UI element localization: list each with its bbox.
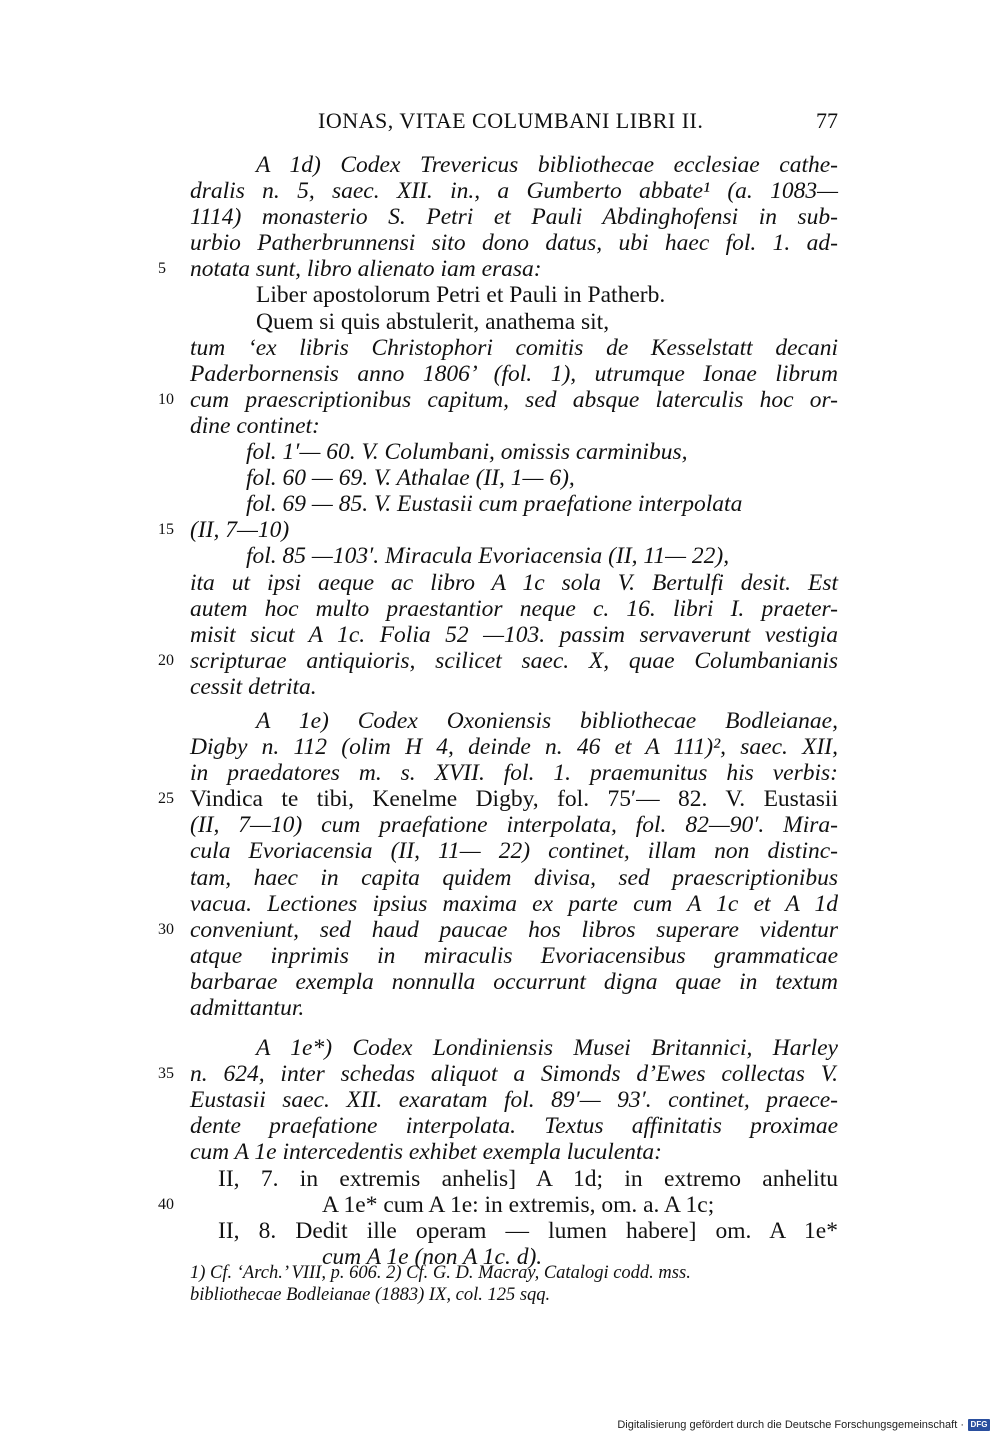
line-text: Liber apostolorum Petri et Pauli in Patherb. [256, 282, 666, 309]
text-line [190, 309, 838, 335]
text-line [158, 916, 838, 943]
text-line [158, 647, 838, 674]
line-text: cula Evoriacensia (II, 11— 22) continet, illam non distinc- [190, 838, 838, 865]
line-text: Eustasii saec. XII. exaratam fol. 89′— 93′. continet, praece- [190, 1087, 838, 1114]
footnote-line: 1) Cf. ‘Arch.’ VIII, p. 606. 2) Cf. G. D. Macray, Catalogi codd. mss. [190, 1263, 691, 1283]
line-text: A 1e*) Codex Londiniensis Musei Britannici, Harley [256, 1035, 838, 1062]
line-text: (II, 7—10) [190, 517, 290, 544]
line-text: barbarae exempla nonnulla occurrunt digna quae in textum [190, 968, 838, 995]
line-text: urbio Patherbrunnensi sito dono datus, ubi haec fol. 1. ad- [190, 230, 838, 257]
line-text: Paderbornensis anno 1806’ (fol. 1), utrumque Ionae librum [190, 360, 838, 387]
text-line [190, 708, 838, 734]
text-line [190, 1218, 838, 1244]
text-line [190, 1166, 838, 1192]
line-number: 5 [158, 260, 166, 278]
line-text: admittantur. [190, 995, 305, 1021]
text-line [190, 491, 838, 517]
text-line [190, 865, 838, 891]
page-number: 77 [816, 108, 838, 133]
text-line [190, 413, 838, 439]
line-text: misit sicut A 1c. Folia 52 —103. passim servaverunt vestigia [190, 621, 838, 648]
text-line [190, 439, 838, 465]
text-line [190, 465, 838, 491]
line-text: Quem si quis abstulerit, anathema sit, [256, 308, 610, 335]
text-line [190, 361, 838, 387]
running-title: IONAS, VITAE COLUMBANI LIBRI II. [318, 108, 704, 133]
text-line [158, 256, 838, 283]
line-number: 40 [158, 1195, 174, 1213]
line-text: A 1e* cum A 1e: in extremis, om. a. A 1c; [322, 1191, 715, 1218]
footnote-line: bibliothecae Bodleianae (1883) IX, col. 125 sqq. [190, 1285, 551, 1305]
line-text: tam, haec in capita quidem divisa, sed praescriptionibus [190, 864, 838, 891]
text-line [190, 812, 838, 838]
digitization-credit [617, 1419, 990, 1431]
footnotes [190, 1262, 838, 1306]
text-line [190, 622, 838, 648]
text-line [190, 204, 838, 230]
line-number: 20 [158, 651, 174, 669]
text-line [190, 1087, 838, 1113]
line-text: II, 7. in extremis anhelis] A 1d; in extremo anhelitu [218, 1165, 838, 1192]
line-text: Vindica te tibi, Kenelme Digby, fol. 75′— 82. V. Eustasii [190, 786, 838, 813]
text-line [190, 995, 838, 1021]
credit-text: Digitalisierung gefördert durch die Deutsche Forschungsgemeinschaft · [617, 1419, 964, 1431]
line-text: conveniunt, sed haud paucae hos libros superare videntur [190, 916, 838, 943]
line-text: autem hoc multo praestantior neque c. 16. libri I. praeter- [190, 595, 838, 622]
text-line [158, 1191, 838, 1218]
text-line [158, 386, 838, 413]
text-line [190, 178, 838, 204]
text-line [190, 969, 838, 995]
line-text: cum A 1e (non A 1c. d). [322, 1243, 543, 1270]
text-line [190, 152, 838, 178]
line-text: (II, 7—10) cum praefatione interpolata, fol. 82—90′. Mira- [190, 812, 838, 839]
text-line [190, 335, 838, 361]
text-line [190, 282, 838, 308]
text-line [158, 517, 838, 544]
line-text: vacua. Lectiones ipsius maxima ex parte cum A 1c et A 1d [190, 890, 838, 917]
text-line [190, 838, 838, 864]
line-text: atque inprimis in miraculis Evoriacensibus grammaticae [190, 942, 838, 969]
text-line [190, 1139, 838, 1165]
line-number: 30 [158, 920, 174, 938]
line-number: 25 [158, 790, 174, 808]
line-text: A 1d) Codex Trevericus bibliothecae ecclesiae cathe- [256, 152, 838, 178]
text-line [190, 1113, 838, 1139]
line-text: fol. 69 — 85. V. Eustasii cum praefatione interpolata [246, 491, 743, 518]
line-text: in praedatores m. s. XVII. fol. 1. praemunitus his verbis: [190, 760, 838, 787]
text-line [190, 760, 838, 786]
text-line [190, 891, 838, 917]
text-line [158, 786, 838, 813]
text-line [190, 943, 838, 969]
line-text: cum praescriptionibus capitum, sed absque laterculis hoc or- [190, 386, 838, 413]
text-line [158, 1061, 838, 1088]
line-number: 10 [158, 390, 174, 408]
line-text: fol. 85 —103′. Miracula Evoriacensia (II, 11— 22), [246, 543, 730, 570]
line-text: cessit detrita. [190, 673, 317, 700]
line-text: Digby n. 112 (olim H 4, deinde n. 46 et A 111)², saec. XII, [190, 734, 838, 761]
text-line [190, 596, 838, 622]
line-text: tum ‘ex libris Christophori comitis de Kesselstatt decani [190, 334, 838, 361]
body-text [158, 152, 838, 1270]
text-line [190, 543, 838, 569]
line-text: fol. 1′— 60. V. Columbani, omissis carminibus, [246, 439, 688, 466]
line-text: ita ut ipsi aeque ac libro A 1c sola V. Bertulfi desit. Est [190, 569, 838, 596]
line-text: dente praefatione interpolata. Textus affinitatis proximae [190, 1113, 838, 1140]
text-line [190, 1035, 838, 1061]
line-text: A 1e) Codex Oxoniensis bibliothecae Bodleianae, [256, 707, 838, 734]
line-text: notata sunt, libro alienato iam erasa: [190, 256, 542, 283]
text-line [190, 230, 838, 256]
line-text: cum A 1e intercedentis exhibet exempla luculenta: [190, 1139, 663, 1166]
line-number: 35 [158, 1065, 174, 1083]
dfg-logo: DFG [968, 1419, 990, 1431]
text-line [190, 674, 838, 700]
line-text: scripturae antiquioris, scilicet saec. X, quae Columbanianis [190, 647, 838, 674]
page-header [318, 108, 838, 142]
line-text: dralis n. 5, saec. XII. in., a Gumberto abbate¹ (a. 1083— [190, 178, 838, 205]
text-line [190, 570, 838, 596]
text-line [190, 734, 838, 760]
line-text: 1114) monasterio S. Petri et Pauli Abdinghofensi in sub- [190, 204, 838, 231]
line-text: fol. 60 — 69. V. Athalae (II, 1— 6), [246, 465, 575, 492]
line-text: n. 624, inter schedas aliquot a Simonds d’Ewes collectas V. [190, 1061, 838, 1088]
line-text: II, 8. Dedit ille operam — lumen habere] om. A 1e* [218, 1217, 838, 1244]
line-number: 15 [158, 521, 174, 539]
line-text: dine continet: [190, 412, 320, 439]
